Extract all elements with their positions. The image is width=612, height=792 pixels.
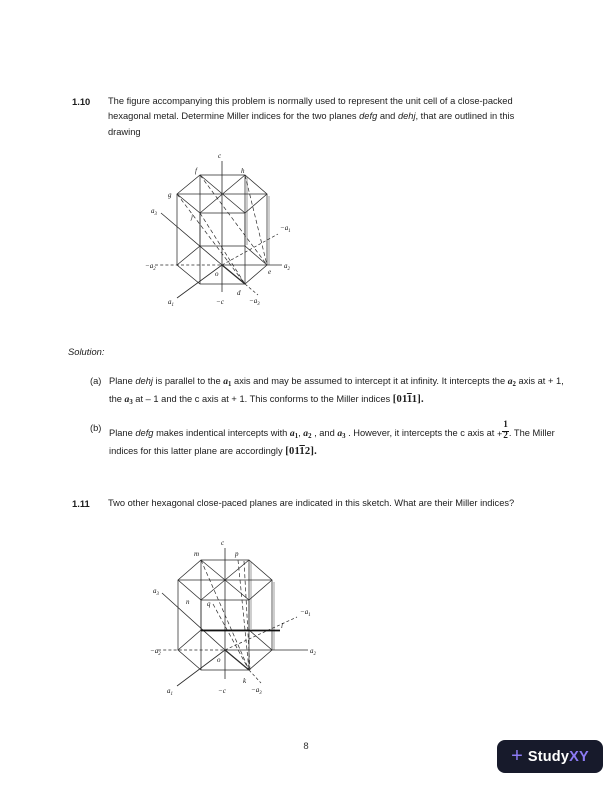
figure-label-c: c xyxy=(218,152,222,160)
text-segment: Plane xyxy=(109,376,136,386)
text-segment: 2]. xyxy=(304,446,317,458)
plane-outlines-dashed xyxy=(201,560,250,670)
text-segment: . The Miller indices for this latter plane are accordingly xyxy=(109,427,555,457)
figure-label-g: g xyxy=(168,191,172,199)
logo-wordmark xyxy=(528,749,589,765)
figure-label-neg-a2: $-a_2$ xyxy=(150,647,161,657)
problem-1-11 xyxy=(72,496,548,511)
plus-icon: + xyxy=(511,744,523,767)
figure-label-a2: $a_2$ xyxy=(284,262,290,272)
figure-label-j: j xyxy=(191,213,193,221)
text-segment: . However, it intercepts the c axis at xyxy=(345,427,497,438)
figure-unit-cell-1 xyxy=(145,145,315,310)
figure-label-neg-c: −c xyxy=(216,298,224,306)
text-segment: dehj xyxy=(397,111,416,122)
part-b-text xyxy=(109,421,564,459)
figure-2-labels xyxy=(150,539,317,697)
text-segment: and xyxy=(377,111,398,122)
crystal-axes xyxy=(155,161,282,298)
text-segment: defg xyxy=(135,427,154,438)
text-segment: , and xyxy=(311,427,338,438)
text-segment: $a_1$ xyxy=(289,427,299,440)
figure-label-neg-a3: $-a_3$ xyxy=(251,686,262,696)
text-segment: dehj xyxy=(135,376,153,386)
figure-label-neg-a3: $-a_3$ xyxy=(249,297,260,307)
text-segment: 1]. xyxy=(411,394,424,406)
text-segment: [01 xyxy=(392,394,407,406)
text-segment: $a_3$ xyxy=(124,394,133,407)
figure-label-neg-a1: $-a_1$ xyxy=(300,608,311,618)
figure-label-q: q xyxy=(207,600,211,608)
logo-study-text: Study xyxy=(527,748,570,765)
figure-label-n: n xyxy=(186,598,190,606)
problem-1-10-number: 1.10 xyxy=(72,96,91,107)
unit-cell-drawing-1 xyxy=(145,145,315,310)
text-segment: , that are outlined in this drawing xyxy=(108,111,515,137)
text-segment: The figure accompanying this problem is normally used to represent the unit cell of a close-packed hexagonal metal. Determine Miller indices for the two planes xyxy=(108,96,513,122)
problem-1-11-text xyxy=(108,496,548,511)
text-segment: + $\frac{1}{2}$ xyxy=(496,420,508,441)
figure-label-neg-c: −c xyxy=(218,687,226,695)
crystal-axes xyxy=(158,548,308,686)
solution-part-a xyxy=(90,374,568,411)
unit-cell-drawing-2 xyxy=(150,536,335,704)
text-segment: 1 xyxy=(406,394,412,406)
part-a-label: (a) xyxy=(90,376,102,386)
logo-xy-text: XY xyxy=(569,748,589,765)
figure-label-f: f xyxy=(195,167,197,175)
page-number: 8 xyxy=(303,741,309,752)
problem-1-11-number: 1.11 xyxy=(72,498,90,509)
solution-part-b xyxy=(90,421,568,459)
text-segment: $a_2$ xyxy=(507,376,516,388)
problem-1-10 xyxy=(72,94,548,140)
text-segment: makes indentical intercepts with xyxy=(153,427,290,438)
part-b-label: (b) xyxy=(90,423,102,433)
text-segment: Plane xyxy=(109,427,136,438)
figure-label-e: e xyxy=(268,268,272,276)
figure-label-neg-a1: $-a_1$ xyxy=(280,224,291,234)
text-segment: Two other hexagonal close-paced planes are indicated in this sketch. What are their Miller indices? xyxy=(108,498,515,508)
text-segment: defg xyxy=(359,111,378,122)
figure-label-o: o xyxy=(217,656,221,664)
figure-label-h: h xyxy=(241,167,245,175)
solution-label: Solution: xyxy=(68,346,105,357)
figure-label-a3: $a_3$ xyxy=(153,587,159,597)
text-segment: is parallel to the xyxy=(152,376,224,386)
text-segment: axis at + 1, the xyxy=(109,376,564,405)
text-segment: at – 1 and the c axis at + 1. This conforms to the Miller indices xyxy=(132,394,393,405)
figure-label-a3: $a_3$ xyxy=(151,207,157,217)
text-segment: $a_2$ xyxy=(303,427,312,440)
figure-unit-cell-2 xyxy=(150,536,335,704)
text-segment: [01 xyxy=(285,446,300,458)
figure-label-d: d xyxy=(237,289,241,297)
text-segment: , xyxy=(298,427,304,438)
figure-label-a1: $a_1$ xyxy=(168,298,174,308)
figure-label-a1: $a_1$ xyxy=(167,687,173,697)
gray-edge-accents xyxy=(247,177,269,265)
part-a-text xyxy=(109,374,564,411)
figure-label-c: c xyxy=(221,539,225,547)
figure-label-o: o xyxy=(215,270,219,278)
figure-label-l: l xyxy=(281,622,283,630)
figure-label-p: p xyxy=(235,550,239,558)
text-segment: axis and may be assumed to intercept it at infinity. It intercepts the xyxy=(231,376,508,386)
text-segment: $a_1$ xyxy=(223,376,232,388)
text-segment: $a_3$ xyxy=(337,427,346,440)
studyxy-logo[interactable] xyxy=(497,740,603,773)
problem-1-10-text xyxy=(108,94,548,140)
text-segment: 1 xyxy=(299,446,305,458)
figure-label-m: m xyxy=(194,550,200,558)
figure-label-neg-a2: $-a_2$ xyxy=(145,262,156,272)
figure-label-a2: $a_2$ xyxy=(310,647,316,657)
figure-label-k: k xyxy=(243,677,247,685)
